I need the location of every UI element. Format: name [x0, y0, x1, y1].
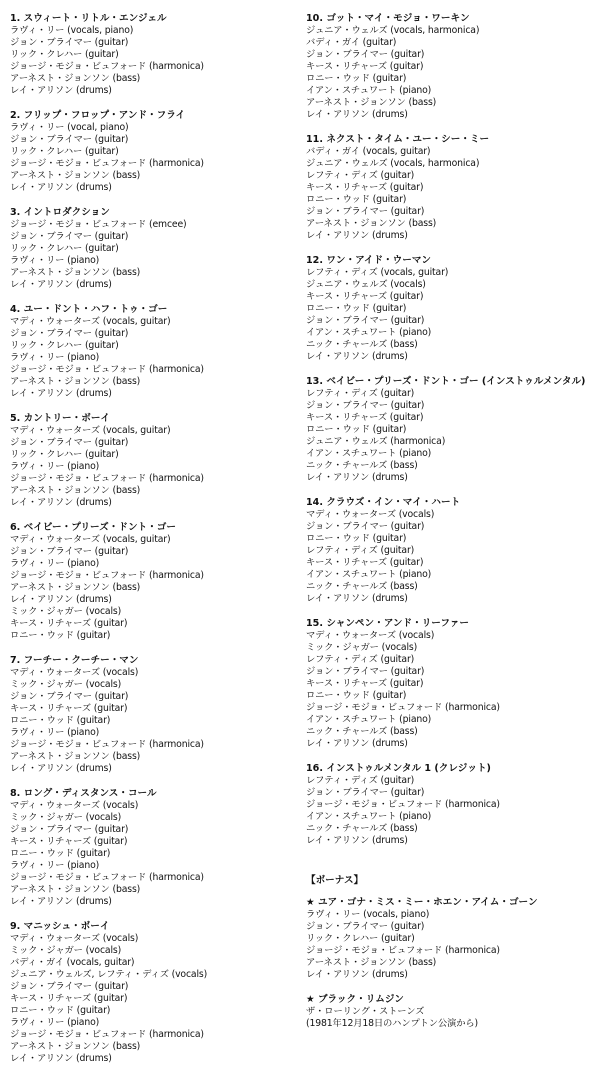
track-title: 16. インストゥルメンタル 1 (クレジット)	[306, 763, 491, 774]
credit-line: ロニー・ウッド (guitar)	[306, 194, 407, 205]
credit-line: ジョージ・モジョ・ビュフォード (harmonica)	[10, 1029, 204, 1040]
credit-line: ロニー・ウッド (guitar)	[306, 690, 407, 701]
credit-line: レフティ・ディズ (guitar)	[306, 170, 415, 181]
credit-line: アーネスト・ジョンソン (bass)	[10, 884, 141, 895]
credit-line: ジョン・ブライマー (guitar)	[306, 921, 425, 932]
credit-line: キース・リチャーズ (guitar)	[10, 836, 128, 847]
credit-line: ロニー・ウッド (guitar)	[10, 1005, 111, 1016]
credit-line: ジュニア・ウェルズ, レフティ・ディズ (vocals)	[10, 969, 208, 980]
credit-line: レイ・アリソン (drums)	[10, 388, 112, 399]
credit-line: レフティ・ディズ (guitar)	[306, 388, 415, 399]
credit-line: レフティ・ディズ (vocals, guitar)	[306, 267, 449, 278]
track-title: 12. ワン・アイド・ウーマン	[306, 255, 432, 266]
credit-line: ラヴィ・リー (piano)	[10, 727, 100, 738]
track-title: 5. カントリー・ボーイ	[10, 413, 111, 424]
credit-line: レイ・アリソン (drums)	[10, 594, 112, 605]
credit-line: ロニー・ウッド (guitar)	[10, 715, 111, 726]
credit-line: アーネスト・ジョンソン (bass)	[306, 218, 437, 229]
credit-line: ジョン・ブライマー (guitar)	[10, 691, 129, 702]
track-title: ★ ユア・ゴナ・ミス・ミー・ホエン・アイム・ゴーン	[306, 897, 538, 908]
credit-line: レイ・アリソン (drums)	[306, 969, 408, 980]
credit-line: ジュニア・ウェルズ (vocals, harmonica)	[306, 158, 480, 169]
credit-line: ミック・ジャガー (vocals)	[10, 812, 122, 823]
credit-line: ミック・ジャガー (vocals)	[306, 642, 418, 653]
credit-line: ジョン・ブライマー (guitar)	[306, 315, 425, 326]
track-block	[306, 13, 598, 121]
bonus-track-block	[306, 994, 598, 1030]
credit-line: ジョン・ブライマー (guitar)	[10, 437, 129, 448]
track-block	[10, 522, 302, 642]
credit-line: バディ・ガイ (vocals, guitar)	[10, 957, 135, 968]
bonus-tracks	[306, 897, 598, 1030]
credit-line: ジョージ・モジョ・ビュフォード (harmonica)	[10, 570, 204, 581]
credit-line: アーネスト・ジョンソン (bass)	[306, 957, 437, 968]
track-title: 7. フーチー・クーチー・マン	[10, 655, 139, 666]
credit-line: ミック・ジャガー (vocals)	[10, 679, 122, 690]
credit-line: ジョージ・モジョ・ビュフォード (harmonica)	[306, 702, 500, 713]
credit-line: バディ・ガイ (vocals, guitar)	[306, 146, 431, 157]
credit-line: キース・リチャーズ (guitar)	[10, 993, 128, 1004]
credit-line: アーネスト・ジョンソン (bass)	[10, 751, 141, 762]
credit-line: ジョージ・モジョ・ビュフォード (harmonica)	[306, 945, 500, 956]
track-block	[306, 497, 598, 605]
track-block	[10, 921, 302, 1065]
credit-line: ジョージ・モジョ・ビュフォード (harmonica)	[306, 799, 500, 810]
credit-line: レイ・アリソン (drums)	[306, 472, 408, 483]
credit-line: イアン・スチュワート (piano)	[306, 569, 432, 580]
credit-line: ジョージ・モジョ・ビュフォード (emcee)	[10, 219, 187, 230]
credit-line: キース・リチャーズ (guitar)	[10, 703, 128, 714]
credit-line: ラヴィ・リー (piano)	[10, 1017, 100, 1028]
credit-line: イアン・スチュワート (piano)	[306, 714, 432, 725]
track-block	[10, 110, 302, 194]
credit-line: ジョン・ブライマー (guitar)	[10, 546, 129, 557]
credit-line: レイ・アリソン (drums)	[10, 279, 112, 290]
credit-line: アーネスト・ジョンソン (bass)	[10, 376, 141, 387]
credit-line: リック・クレハー (guitar)	[10, 49, 119, 60]
credit-line: ニック・チャールズ (bass)	[306, 339, 418, 350]
credit-line: ジョン・ブライマー (guitar)	[306, 49, 425, 60]
credit-line: ニック・チャールズ (bass)	[306, 726, 418, 737]
credit-line: レイ・アリソン (drums)	[10, 763, 112, 774]
track-title: 10. ゴット・マイ・モジョ・ワーキン	[306, 13, 470, 24]
track-block	[10, 13, 302, 97]
credit-line: ニック・チャールズ (bass)	[306, 581, 418, 592]
credit-line: レフティ・ディズ (guitar)	[306, 654, 415, 665]
credit-line: ジョージ・モジョ・ビュフォード (harmonica)	[10, 872, 204, 883]
track-block	[10, 413, 302, 509]
track-title: 9. マニッシュ・ボーイ	[10, 921, 110, 932]
credit-line: ジョン・ブライマー (guitar)	[306, 521, 425, 532]
credit-line: レイ・アリソン (drums)	[306, 351, 408, 362]
bonus-heading: 【ボーナス】	[306, 875, 364, 886]
credit-line: レイ・アリソン (drums)	[10, 85, 112, 96]
credit-line: アーネスト・ジョンソン (bass)	[10, 73, 141, 84]
credit-line: マディ・ウォーターズ (vocals)	[306, 630, 435, 641]
credit-line: ロニー・ウッド (guitar)	[306, 303, 407, 314]
credit-line: マディ・ウォーターズ (vocals, guitar)	[10, 534, 171, 545]
credit-line: バディ・ガイ (guitar)	[306, 37, 397, 48]
track-title: 13. ベイビー・プリーズ・ドント・ゴー (インストゥルメンタル)	[306, 376, 586, 387]
credit-line: マディ・ウォーターズ (vocals)	[306, 509, 435, 520]
credit-line: ニック・チャールズ (bass)	[306, 460, 418, 471]
credit-line: ジョン・ブライマー (guitar)	[10, 328, 129, 339]
credit-line: ジュニア・ウェルズ (vocals, harmonica)	[306, 25, 480, 36]
credit-line: レイ・アリソン (drums)	[306, 738, 408, 749]
credit-line: マディ・ウォーターズ (vocals)	[10, 800, 139, 811]
credit-line: キース・リチャーズ (guitar)	[10, 618, 128, 629]
credit-line: アーネスト・ジョンソン (bass)	[10, 1041, 141, 1052]
credit-line: アーネスト・ジョンソン (bass)	[10, 582, 141, 593]
credit-line: マディ・ウォーターズ (vocals)	[10, 667, 139, 678]
credit-line: ジョン・ブライマー (guitar)	[10, 134, 129, 145]
track-block	[306, 763, 598, 847]
credit-line: ジョージ・モジョ・ビュフォード (harmonica)	[10, 364, 204, 375]
right-column	[306, 13, 598, 1043]
credit-line: レフティ・ディズ (guitar)	[306, 545, 415, 556]
credit-line: リック・クレハー (guitar)	[10, 340, 119, 351]
credit-line: ラヴィ・リー (piano)	[10, 352, 100, 363]
credit-line: キース・リチャーズ (guitar)	[306, 291, 424, 302]
credit-line: ラヴィ・リー (vocal, piano)	[10, 122, 129, 133]
credit-line: アーネスト・ジョンソン (bass)	[10, 170, 141, 181]
credit-line: ラヴィ・リー (piano)	[10, 255, 100, 266]
credit-line: リック・クレハー (guitar)	[10, 243, 119, 254]
track-title: ★ ブラック・リムジン	[306, 994, 404, 1005]
track-block	[10, 207, 302, 291]
credit-line: マディ・ウォーターズ (vocals, guitar)	[10, 316, 171, 327]
right-tracks	[306, 13, 598, 847]
credit-line: イアン・スチュワート (piano)	[306, 327, 432, 338]
credit-line: キース・リチャーズ (guitar)	[306, 182, 424, 193]
credit-line: リック・クレハー (guitar)	[10, 146, 119, 157]
credit-line: ジョン・ブライマー (guitar)	[10, 981, 129, 992]
track-block	[10, 788, 302, 908]
credit-line: レイ・アリソン (drums)	[306, 230, 408, 241]
credit-line: ラヴィ・リー (piano)	[10, 860, 100, 871]
credit-line: キース・リチャーズ (guitar)	[306, 61, 424, 72]
credit-line: アーネスト・ジョンソン (bass)	[10, 485, 141, 496]
credit-line: ロニー・ウッド (guitar)	[306, 424, 407, 435]
credit-line: ロニー・ウッド (guitar)	[10, 630, 111, 641]
credit-line: レイ・アリソン (drums)	[10, 896, 112, 907]
left-column	[10, 13, 302, 1078]
credit-line: アーネスト・ジョンソン (bass)	[10, 267, 141, 278]
credit-line: ミック・ジャガー (vocals)	[10, 945, 122, 956]
credit-line: キース・リチャーズ (guitar)	[306, 678, 424, 689]
credit-line: キース・リチャーズ (guitar)	[306, 557, 424, 568]
track-title: 1. スウィート・リトル・エンジェル	[10, 13, 167, 24]
credit-line: リック・クレハー (guitar)	[10, 449, 119, 460]
credit-line: ザ・ローリング・ストーンズ	[306, 1006, 425, 1017]
track-title: 15. シャンペン・アンド・リーファー	[306, 618, 469, 629]
credit-line: ミック・ジャガー (vocals)	[10, 606, 122, 617]
track-block	[306, 255, 598, 363]
credit-line: ラヴィ・リー (vocals, piano)	[10, 25, 134, 36]
track-title: 8. ロング・ディスタンス・コール	[10, 788, 157, 799]
credit-line: レイ・アリソン (drums)	[306, 593, 408, 604]
credit-line: ジョージ・モジョ・ビュフォード (harmonica)	[10, 158, 204, 169]
credit-line: ジョン・ブライマー (guitar)	[306, 666, 425, 677]
credit-line: イアン・スチュワート (piano)	[306, 85, 432, 96]
track-title: 14. クラウズ・イン・マイ・ハート	[306, 497, 461, 508]
credit-line: ラヴィ・リー (piano)	[10, 461, 100, 472]
credit-line: ジュニア・ウェルズ (harmonica)	[306, 436, 446, 447]
credit-line: レイ・アリソン (drums)	[10, 182, 112, 193]
bonus-track-block	[306, 897, 598, 981]
credit-line: ロニー・ウッド (guitar)	[306, 73, 407, 84]
credit-line: ジョン・ブライマー (guitar)	[306, 787, 425, 798]
credit-line: ジョン・ブライマー (guitar)	[306, 206, 425, 217]
credit-line: ジョージ・モジョ・ビュフォード (harmonica)	[10, 61, 204, 72]
track-block	[306, 618, 598, 750]
credit-line: レイ・アリソン (drums)	[306, 109, 408, 120]
track-block	[10, 304, 302, 400]
credit-line: ロニー・ウッド (guitar)	[306, 533, 407, 544]
track-title: 6. ベイビー・プリーズ・ドント・ゴー	[10, 522, 176, 533]
credit-line: ジョージ・モジョ・ビュフォード (harmonica)	[10, 739, 204, 750]
credit-line: リック・クレハー (guitar)	[306, 933, 415, 944]
credit-line: ロニー・ウッド (guitar)	[10, 848, 111, 859]
track-title: 4. ユー・ドント・ハフ・トゥ・ゴー	[10, 304, 168, 315]
credit-line: ジョージ・モジョ・ビュフォード (harmonica)	[10, 473, 204, 484]
credit-line: マディ・ウォーターズ (vocals)	[10, 933, 139, 944]
credit-line: レイ・アリソン (drums)	[10, 497, 112, 508]
credit-line: (1981年12月18日のハンプトン公演から)	[306, 1018, 478, 1029]
track-block	[306, 134, 598, 242]
credit-line: ジョン・ブライマー (guitar)	[10, 37, 129, 48]
credit-line: マディ・ウォーターズ (vocals, guitar)	[10, 425, 171, 436]
credit-line: ラヴィ・リー (piano)	[10, 558, 100, 569]
credit-line: ジョン・ブライマー (guitar)	[10, 824, 129, 835]
track-block	[10, 655, 302, 775]
credit-line: ラヴィ・リー (vocals, piano)	[306, 909, 430, 920]
credit-line: ニック・チャールズ (bass)	[306, 823, 418, 834]
credit-line: ジョン・ブライマー (guitar)	[306, 400, 425, 411]
track-title: 3. イントロダクション	[10, 207, 110, 218]
track-title: 11. ネクスト・タイム・ユー・シー・ミー	[306, 134, 490, 145]
credit-line: レイ・アリソン (drums)	[10, 1053, 112, 1064]
track-block	[306, 376, 598, 484]
track-title: 2. フリップ・フロップ・アンド・フライ	[10, 110, 186, 121]
credit-line: キース・リチャーズ (guitar)	[306, 412, 424, 423]
credit-line: ジョン・ブライマー (guitar)	[10, 231, 129, 242]
credit-line: イアン・スチュワート (piano)	[306, 448, 432, 459]
credit-line: アーネスト・ジョンソン (bass)	[306, 97, 437, 108]
credit-line: ジュニア・ウェルズ (vocals)	[306, 279, 426, 290]
credit-line: レフティ・ディズ (guitar)	[306, 775, 415, 786]
credit-line: イアン・スチュワート (piano)	[306, 811, 432, 822]
credit-line: レイ・アリソン (drums)	[306, 835, 408, 846]
